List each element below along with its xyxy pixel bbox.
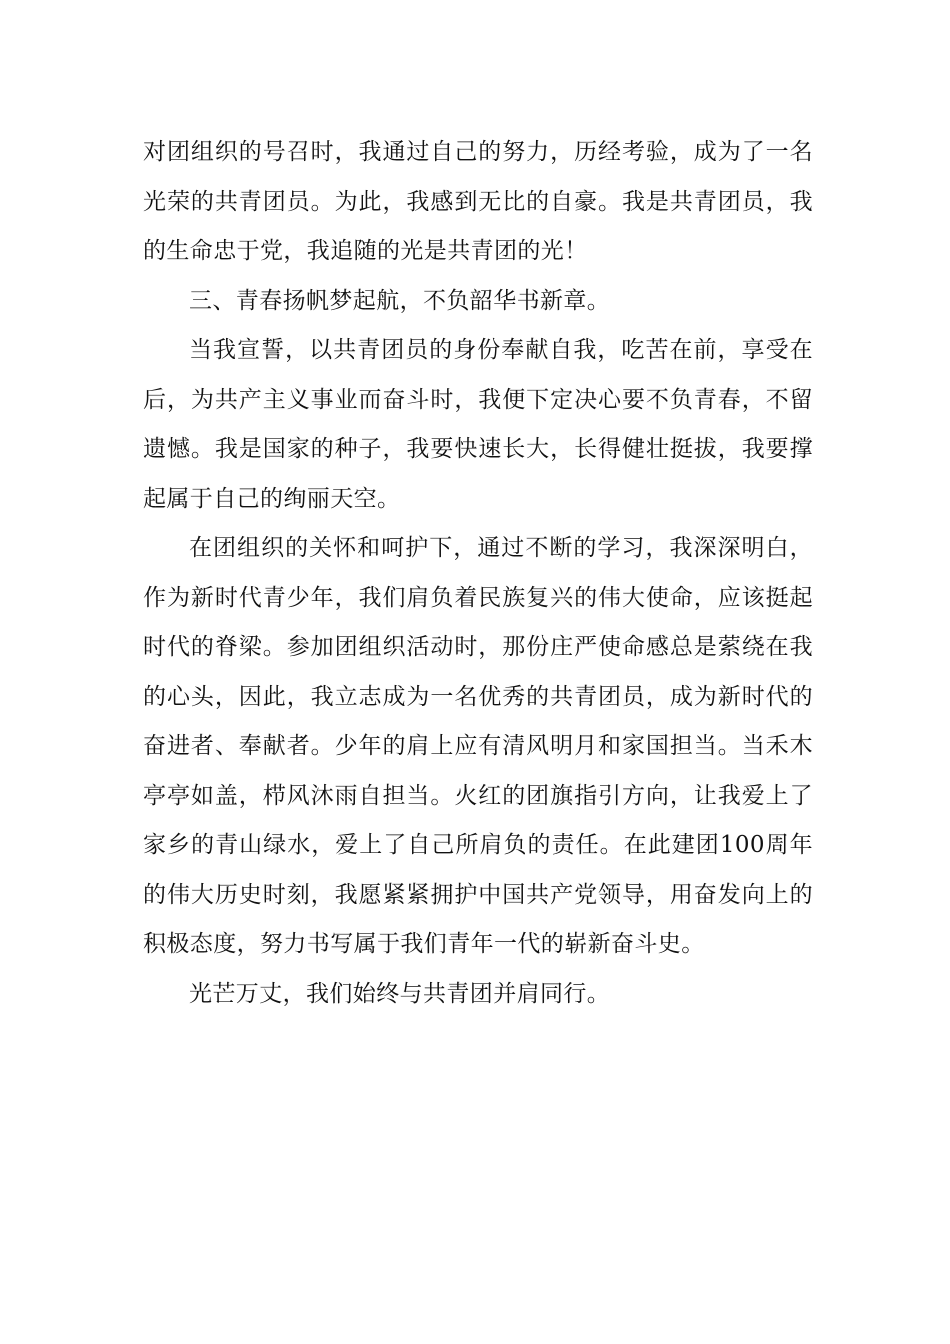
paragraph-mission: 在团组织的关怀和呵护下，通过不断的学习，我深深明白，作为新时代青少年，我们肩负着民族复兴的伟大使命，应该挺起时代的脊梁。参加团组织活动时，那份庄严使命感总是萦绕在我的心头，因此，我立志成为一名优秀的共青团员，成为新时代的奋进者、奉献者。少年的肩上应有清风明月和家国担当。当禾木亭亭如盖，栉风沐雨自担当。火红的团旗指引方向，让我爱上了家乡的青山绿水，爱上了自己所肩负的责任。在此建团100周年的伟大历史时刻，我愿紧紧拥护中国共产党领导，用奋发向上的积极态度，努力书写属于我们青年一代的崭新奋斗史。 [143, 535, 813, 957]
paragraph-closing: 光芒万丈，我们始终与共青团并肩同行。 [189, 980, 611, 1007]
paragraph-continuation: 对团组织的号召时，我通过自己的努力，历经考验，成为了一名光荣的共青团员。为此，我感到无比的自豪。我是共青团员，我的生命忠于党，我追随的光是共青团的光！ [143, 139, 813, 264]
paragraph-oath: 当我宣誓，以共青团员的身份奉献自我，吃苦在前，享受在后，为共产主义事业而奋斗时，我便下定决心要不负青春，不留遗憾。我是国家的种子，我要快速长大，长得健壮挺拔，我要撑起属于自己的绚丽天空。 [143, 337, 813, 512]
document-body [143, 128, 813, 1019]
section-heading: 三、青春扬帆梦起航，不负韶华书新章。 [189, 287, 611, 314]
